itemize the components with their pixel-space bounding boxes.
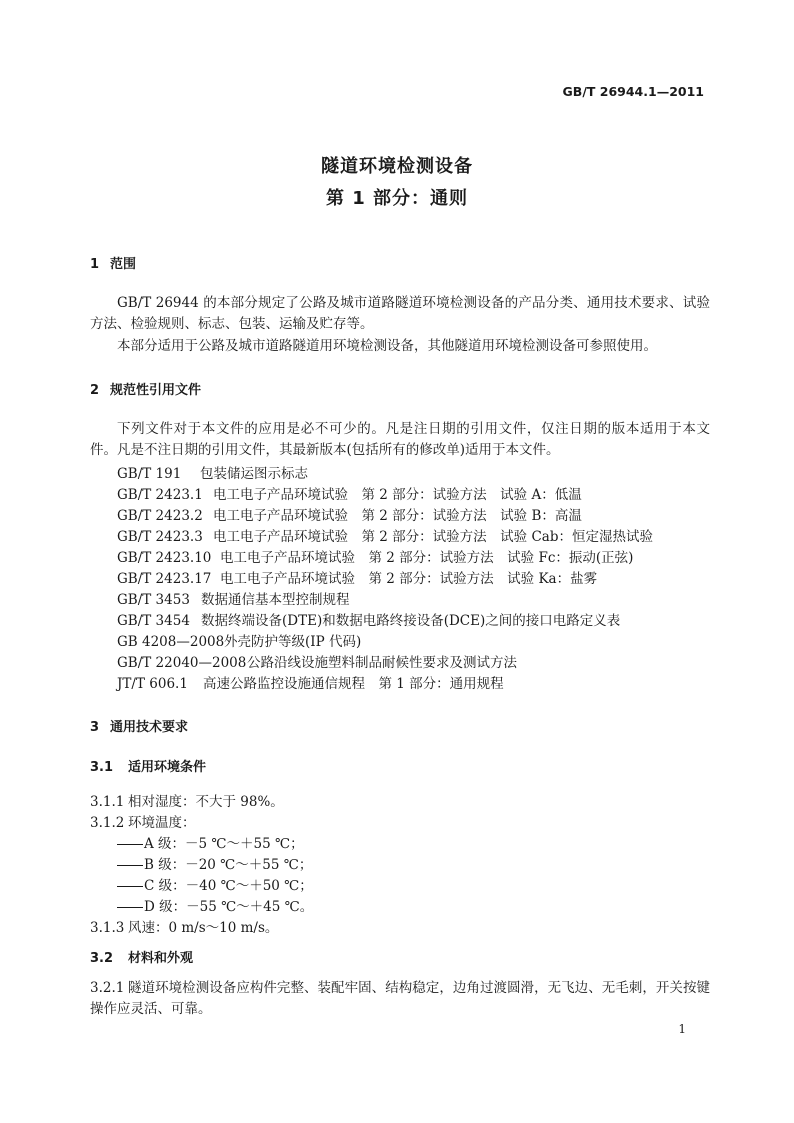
reference-item: [117, 567, 597, 587]
reference-code: GB/T 2423.17: [117, 571, 212, 587]
reference-code: GB/T 2423.10: [117, 550, 212, 566]
section-3-heading: [90, 716, 188, 735]
section-2-heading: [90, 379, 201, 398]
reference-item: [117, 546, 633, 566]
clause-3-1-2: [90, 811, 196, 831]
reference-item: [117, 609, 620, 629]
clause-text: 隧道环境检测设备应构件完整、装配牢固、结构稳定，边角过渡圆滑，无飞边、无毛刺，开关按键操作应灵活、可靠。: [90, 980, 710, 1017]
document-title: 隧道环境检测设备: [321, 156, 473, 177]
reference-code: GB/T 191: [117, 466, 182, 482]
clause-number: 3.2: [90, 951, 114, 966]
reference-code: GB 4208—2008: [117, 634, 225, 650]
clause-text: 环境温度：: [128, 815, 196, 831]
reference-item: [117, 462, 308, 482]
reference-item: [117, 630, 361, 650]
section-number: 3: [90, 720, 100, 735]
reference-title: 电工电子产品环境试验 第 2 部分：试验方法 试验 Cab：恒定湿热试验: [213, 529, 653, 545]
section-number: 2: [90, 383, 100, 398]
clause-3-2-heading: [90, 947, 193, 966]
dash-mark: [117, 907, 143, 908]
temperature-item-text: C 级：－40 ℃～＋50 ℃；: [144, 878, 313, 894]
clause-3-1-3: [90, 916, 278, 936]
reference-item: [117, 504, 582, 524]
temperature-item: [117, 853, 312, 873]
temperature-item: [117, 874, 313, 894]
section-1-paragraph-2: 本部分适用于公路及城市道路隧道用环境检测设备，其他隧道用环境检测设备可参照使用。: [117, 338, 657, 354]
temperature-item-text: A 级：－5 ℃～＋55 ℃；: [144, 836, 304, 852]
clause-number: 3.1: [90, 760, 114, 775]
section-2-intro: 下列文件对于本文件的应用是必不可少的。凡是注日期的引用文件，仅注日期的版本适用于本文件。凡是不注日期的引用文件，其最新版本(包括所有的修改单)适用于本文件。: [90, 421, 710, 458]
reference-item: [117, 672, 504, 692]
reference-title: 高速公路监控设施通信规程 第 1 部分：通用规程: [203, 676, 504, 692]
clause-number: 3.1.1: [90, 794, 125, 810]
clause-text: 风速：0 m/s～10 m/s。: [128, 920, 279, 936]
section-1-paragraph-1: GB/T 26944 的本部分规定了公路及城市道路隧道环境检测设备的产品分类、通用技术要求、试验方法、检验规则、标志、包装、运输及贮存等。: [90, 295, 710, 332]
standard-number: GB/T 26944.1—2011: [562, 84, 704, 99]
clause-3-1-heading: [90, 756, 206, 775]
dash-mark: [117, 865, 143, 866]
temperature-item-text: B 级：－20 ℃～＋55 ℃；: [144, 857, 313, 873]
dash-mark: [117, 844, 143, 845]
reference-code: JT/T 606.1: [117, 676, 188, 692]
clause-title: 适用环境条件: [128, 760, 207, 775]
reference-code: GB/T 2423.2: [117, 508, 203, 524]
reference-item: [117, 483, 582, 503]
section-1-heading: [90, 253, 136, 272]
reference-code: GB/T 22040—2008: [117, 655, 247, 671]
clause-number: 3.1.2: [90, 815, 125, 831]
temperature-item: [117, 895, 313, 915]
reference-code: GB/T 3453: [117, 592, 190, 608]
dash-mark: [117, 886, 143, 887]
reference-item: [117, 588, 350, 608]
reference-title: 数据终端设备(DTE)和数据电路终接设备(DCE)之间的接口电路定义表: [201, 613, 621, 629]
reference-title: 电工电子产品环境试验 第 2 部分：试验方法 试验 Ka：盐雾: [220, 571, 598, 587]
reference-title: 电工电子产品环境试验 第 2 部分：试验方法 试验 A：低温: [213, 487, 582, 503]
clause-text: 相对湿度：不大于 98%。: [128, 794, 284, 810]
clause-title: 材料和外观: [128, 951, 194, 966]
reference-code: GB/T 2423.1: [117, 487, 203, 503]
clause-number: 3.1.3: [90, 920, 125, 936]
reference-title: 电工电子产品环境试验 第 2 部分：试验方法 试验 Fc：振动(正弦): [220, 550, 634, 566]
section-title: 通用技术要求: [110, 720, 189, 735]
reference-item: [117, 651, 517, 671]
temperature-item: [117, 832, 304, 852]
reference-code: GB/T 2423.3: [117, 529, 203, 545]
section-title: 范围: [110, 257, 137, 272]
reference-title: 电工电子产品环境试验 第 2 部分：试验方法 试验 B：高温: [213, 508, 582, 524]
reference-title: 公路沿线设施塑料制品耐候性要求及测试方法: [247, 655, 517, 671]
clause-3-2-1: [90, 978, 710, 1020]
reference-title: 包装储运图示标志: [200, 466, 308, 482]
clause-number: 3.2.1: [90, 980, 125, 996]
reference-item: [117, 525, 653, 545]
reference-code: GB/T 3454: [117, 613, 190, 629]
clause-3-1-1: [90, 790, 284, 810]
temperature-item-text: D 级：－55 ℃～＋45 ℃。: [144, 899, 314, 915]
reference-title: 数据通信基本型控制规程: [201, 592, 350, 608]
reference-title: 外壳防护等级(IP 代码): [224, 634, 362, 650]
section-number: 1: [90, 257, 100, 272]
page-number: 1: [678, 1022, 686, 1036]
section-title: 规范性引用文件: [110, 383, 202, 398]
document-subtitle: 第 1 部分：通则: [325, 188, 469, 209]
